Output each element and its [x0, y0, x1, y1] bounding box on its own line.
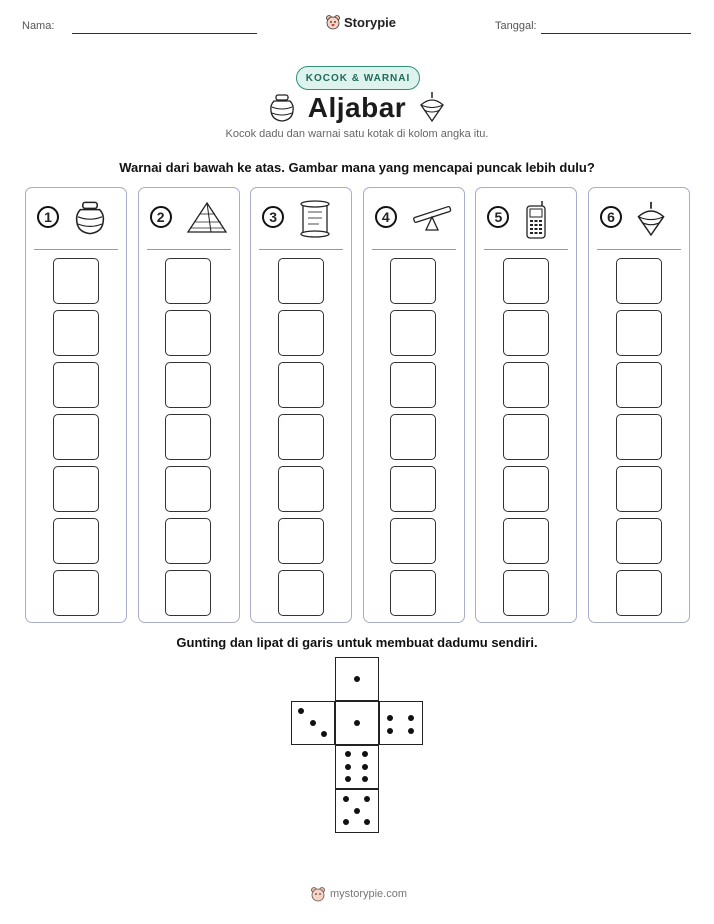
color-box[interactable] — [278, 362, 324, 408]
color-box[interactable] — [165, 570, 211, 616]
color-box[interactable] — [503, 362, 549, 408]
dice-pip — [343, 819, 349, 825]
column-number: 1 — [37, 206, 59, 228]
footer — [310, 886, 407, 902]
dice-pip — [408, 715, 414, 721]
dice-pip — [354, 676, 360, 682]
column-number: 4 — [375, 206, 397, 228]
color-box[interactable] — [503, 518, 549, 564]
dice-pip — [364, 819, 370, 825]
phone-icon — [522, 200, 550, 245]
scroll-icon — [297, 200, 333, 243]
color-box[interactable] — [278, 258, 324, 304]
color-box[interactable] — [390, 310, 436, 356]
color-box[interactable] — [616, 414, 662, 460]
dice-pip — [362, 751, 368, 757]
dice-pip — [354, 720, 360, 726]
dice-pip — [387, 728, 393, 734]
color-box[interactable] — [616, 518, 662, 564]
dice-face-1 — [335, 701, 379, 745]
coloring-instruction: Warnai dari bawah ke atas. Gambar mana yang mencapai puncak lebih dulu? — [119, 160, 595, 175]
column-number: 2 — [150, 206, 172, 228]
color-box[interactable] — [53, 570, 99, 616]
color-box[interactable] — [278, 466, 324, 512]
dice-pip — [345, 764, 351, 770]
color-box[interactable] — [278, 518, 324, 564]
column-divider — [147, 249, 231, 250]
color-box[interactable] — [503, 570, 549, 616]
jar-icon — [72, 200, 108, 241]
column-divider — [259, 249, 343, 250]
name-label: Nama: — [22, 20, 55, 32]
brand-logo — [325, 14, 396, 30]
pyramid-icon — [185, 200, 229, 241]
dice-pip — [354, 808, 360, 814]
brand-name: Storypie — [344, 14, 397, 30]
color-box[interactable] — [390, 570, 436, 616]
color-box[interactable] — [616, 466, 662, 512]
column-number: 6 — [600, 206, 622, 228]
color-box[interactable] — [616, 258, 662, 304]
color-box[interactable] — [53, 466, 99, 512]
column-number: 3 — [262, 206, 284, 228]
color-box[interactable] — [165, 310, 211, 356]
color-box[interactable] — [503, 258, 549, 304]
color-box[interactable] — [503, 414, 549, 460]
column-5 — [475, 187, 577, 623]
column-divider — [484, 249, 568, 250]
footer-site[interactable]: mystorypie.com — [330, 888, 408, 900]
color-box[interactable] — [53, 362, 99, 408]
column-4 — [363, 187, 465, 623]
color-box[interactable] — [53, 258, 99, 304]
dice-pip — [362, 764, 368, 770]
color-box[interactable] — [53, 518, 99, 564]
name-line[interactable] — [72, 33, 257, 34]
seesaw-icon — [410, 200, 454, 239]
color-box[interactable] — [390, 518, 436, 564]
dice-instruction: Gunting dan lipat di garis untuk membuat dadumu sendiri. — [176, 635, 538, 650]
dice-face-3 — [291, 701, 335, 745]
dice-face-4 — [379, 701, 423, 745]
color-box[interactable] — [616, 362, 662, 408]
spinning-top-icon — [635, 200, 667, 243]
dice-pip — [310, 720, 316, 726]
color-box[interactable] — [390, 414, 436, 460]
dice-pip — [321, 731, 327, 737]
dice-pip — [298, 708, 304, 714]
color-box[interactable] — [616, 310, 662, 356]
dice-face-5 — [335, 789, 379, 833]
dice-pip — [364, 796, 370, 802]
column-1 — [25, 187, 127, 623]
bear-logo-icon — [325, 14, 341, 30]
dice-pip — [387, 715, 393, 721]
dice-pip — [343, 796, 349, 802]
color-box[interactable] — [278, 310, 324, 356]
column-divider — [597, 249, 681, 250]
color-box[interactable] — [390, 362, 436, 408]
page-title: Aljabar — [307, 92, 407, 123]
activity-badge: KOCOK & WARNAI — [296, 66, 420, 90]
color-box[interactable] — [278, 570, 324, 616]
date-line[interactable] — [541, 33, 691, 34]
color-box[interactable] — [390, 258, 436, 304]
color-box[interactable] — [165, 414, 211, 460]
column-2 — [138, 187, 240, 623]
color-box[interactable] — [165, 466, 211, 512]
color-box[interactable] — [503, 466, 549, 512]
jar-icon — [268, 93, 296, 123]
dice-face-1 — [335, 657, 379, 701]
column-divider — [34, 249, 118, 250]
dice-pip — [345, 751, 351, 757]
dice-pip — [345, 776, 351, 782]
color-box[interactable] — [165, 258, 211, 304]
column-6 — [588, 187, 690, 623]
dice-pip — [362, 776, 368, 782]
color-box[interactable] — [503, 310, 549, 356]
color-box[interactable] — [390, 466, 436, 512]
color-box[interactable] — [53, 310, 99, 356]
column-divider — [372, 249, 456, 250]
dice-face-6 — [335, 745, 379, 789]
column-number: 5 — [487, 206, 509, 228]
dice-pip — [408, 728, 414, 734]
page-subtitle: Kocok dadu dan warnai satu kotak di kolom angka itu. — [225, 128, 489, 140]
color-box[interactable] — [165, 362, 211, 408]
color-box[interactable] — [53, 414, 99, 460]
color-box[interactable] — [165, 518, 211, 564]
color-box[interactable] — [278, 414, 324, 460]
color-box[interactable] — [616, 570, 662, 616]
spinning-top-icon — [418, 91, 446, 123]
date-label: Tanggal: — [495, 20, 537, 32]
column-3 — [250, 187, 352, 623]
bear-logo-icon — [310, 886, 326, 902]
